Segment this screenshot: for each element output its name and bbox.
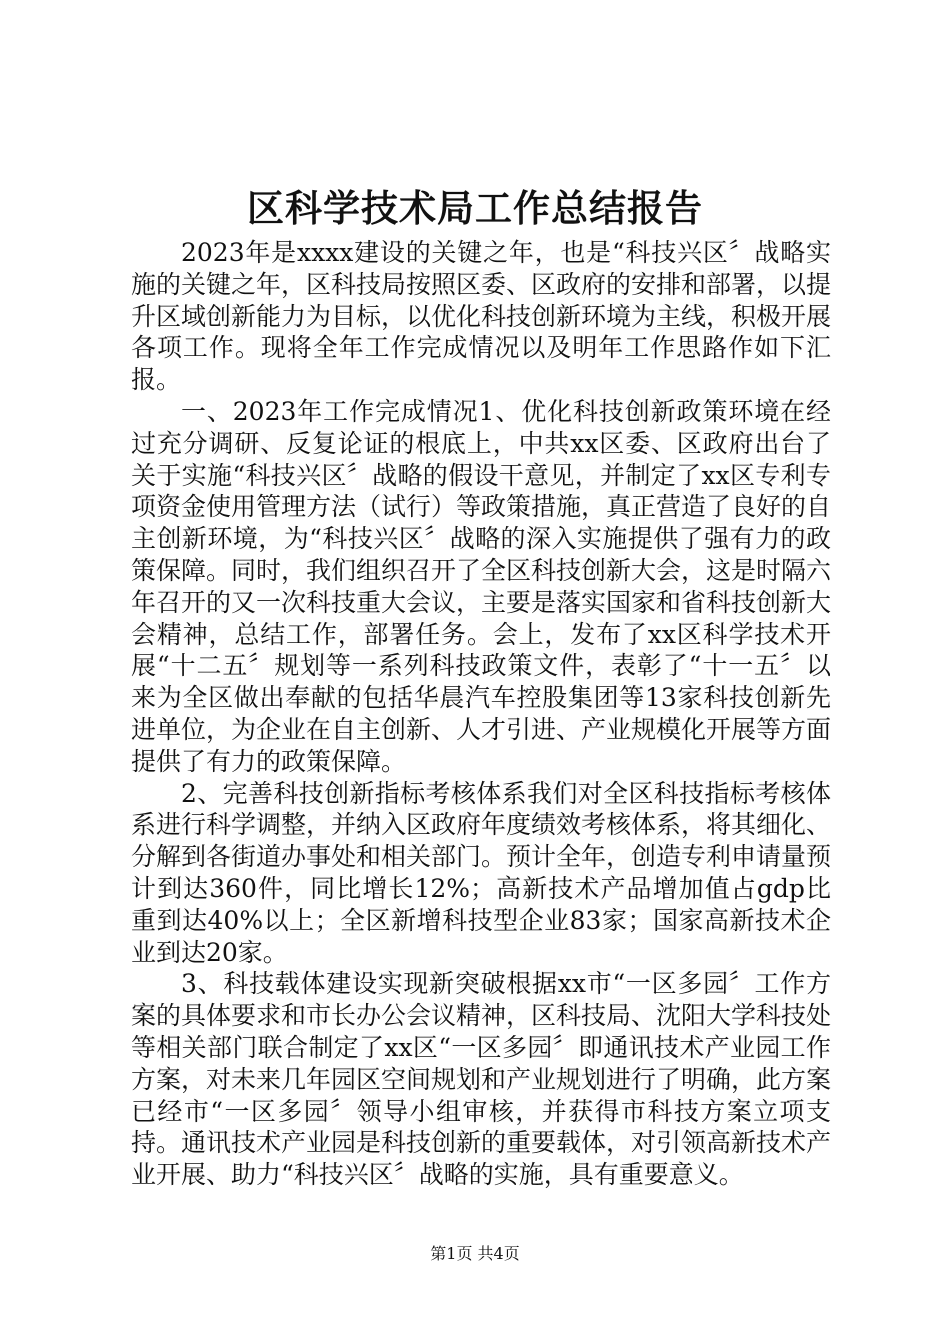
page-number-footer: 第1页 共4页 <box>430 1244 520 1263</box>
document-title: 区科学技术局工作总结报告 <box>247 186 703 230</box>
paragraph-intro: 2023年是xxxx建设的关键之年，也是“科技兴区〞战略实施的关键之年，区科技局按照区委、区政府的安排和部署，以提升区域创新能力为目标，以优化科技创新环境为主线，积极开展各项工作。现将全年工作完成情况以及明年工作思路作如下汇报。 <box>131 238 832 395</box>
paragraph-section-2: 2、完善科技创新指标考核体系我们对全区科技指标考核体系进行科学调整，并纳入区政府年度绩效考核体系，将其细化、分解到各街道办事处和相关部门。预计全年，创造专利申请量预计到达360件，同比增长12%；高新技术产品增加值占gdp比重到达40%以上；全区新增科技型企业83家；国家高新技术企业到达20家。 <box>131 778 832 967</box>
paragraph-section-3: 3、科技载体建设实现新突破根据xx市“一区多园〞工作方案的具体要求和市长办公会议精神，区科技局、沈阳大学科技处等相关部门联合制定了xx区“一区多园〞即通讯技术产业园工作方案，对未来几年园区空间规划和产业规划进行了明确，此方案已经市“一区多园〞领导小组审核，并获得市科技方案立项支持。通讯技术产业园是科技创新的重要载体，对引领高新技术产业开展、助力“科技兴区〞战略的实施，具有重要意义。 <box>131 969 832 1190</box>
paragraph-section-1: 一、2023年工作完成情况1、优化科技创新政策环境在经过充分调研、反复论证的根底上，中共xx区委、区政府出台了关于实施“科技兴区〞战略的假设干意见，并制定了xx区专利专项资金使用管理方法（试行）等政策措施，真正营造了良好的自主创新环境，为“科技兴区〞战略的深入实施提供了强有力的政策保障。同时，我们组织召开了全区科技创新大会，这是时隔六年召开的又一次科技重大会议，主要是落实国家和省科技创新大会精神，总结工作，部署任务。会上，发布了xx区科学技术开展“十二五〞规划等一系列科技政策文件，表彰了“十一五〞以来为全区做出奉献的包括华晨汽车控股集团等13家科技创新先进单位，为企业在自主创新、人才引进、产业规模化开展等方面提供了有力的政策保障。 <box>131 396 832 776</box>
document-body <box>131 237 831 1191</box>
